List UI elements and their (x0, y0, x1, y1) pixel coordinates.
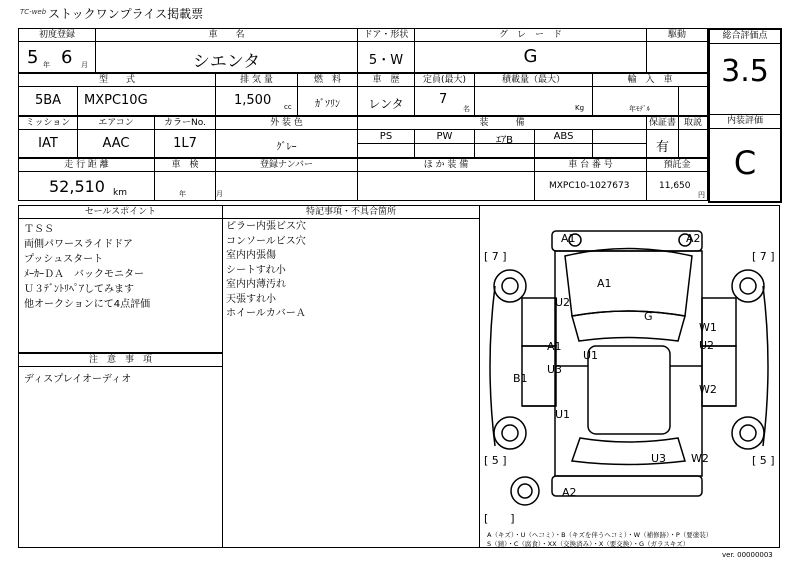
label-chassis: 車 台 番 号 (534, 158, 647, 172)
mark-a1-left: A1 (547, 340, 562, 353)
bracket-top-right: [ 7 ] (752, 250, 775, 263)
model-cell (77, 86, 216, 116)
sales-item: 他オークションにて4点評価 (24, 299, 151, 310)
color-no-value: 1L7 (173, 136, 197, 151)
label-price: 預託金 (646, 158, 708, 172)
bracket-bottom-left: [ 5 ] (484, 454, 507, 467)
sales-item: ﾒｰｶｰＤＡ バックモニター (24, 269, 144, 280)
mark-u2-left: U2 (555, 296, 571, 309)
right-side-view (763, 286, 768, 446)
fuel-value: ｶﾞｿﾘﾝ (315, 99, 340, 110)
equip-ps: PS (379, 131, 393, 142)
aircon-value: AAC (102, 136, 130, 151)
equip-row2-d (534, 143, 593, 158)
label-inspection: 車 検 (154, 158, 216, 172)
capacity-cell (414, 86, 475, 116)
label-load: 積載量（最大） (474, 73, 593, 87)
warranty-value: 有 (655, 140, 669, 155)
chassis-value: MXPC10-1027673 (549, 181, 630, 191)
import-note: 年ﾓﾃﾞﾙ (629, 105, 650, 113)
label-displacement: 排 気 量 (215, 73, 298, 87)
first-reg-cell (18, 41, 96, 73)
caution-list (24, 372, 131, 387)
import-cell (592, 86, 679, 116)
doors-cell (357, 41, 415, 73)
car-name-cell (95, 41, 358, 73)
sales-item: 両側パワースライドドア (24, 239, 133, 250)
mark-w2-bottom: W2 (691, 452, 709, 465)
equip-row2-a (357, 143, 415, 158)
notes-item: 天張すれ小 (226, 293, 276, 305)
car-diagram (480, 206, 779, 526)
bracket-bottom: [ ] (484, 512, 515, 525)
label-mission: ミッション (18, 116, 78, 130)
legend-line-2: S（錆）・C（腐食）・XX（交換済み）・X（要交換）・G（ガラスキズ） (487, 540, 690, 548)
mileage-cell (18, 171, 155, 201)
label-other-equip: ほ か 装 備 (357, 158, 535, 172)
color-cell (215, 129, 358, 158)
spare-bottom (511, 477, 539, 505)
logo: TC-web (20, 8, 47, 16)
label-car-name: 車 名 (95, 28, 358, 42)
mark-u3-bottom: U3 (651, 452, 667, 465)
label-drive: 駆動 (646, 28, 708, 42)
label-aircon: エアコン (77, 116, 155, 130)
mark-a1-hood: A1 (597, 277, 612, 290)
insp-year-unit: 年 (179, 190, 186, 198)
mark-b1: B1 (513, 372, 528, 385)
equip-abs: ABS (553, 131, 574, 142)
notes-list (226, 220, 306, 322)
notes-item: ホイールカバーＡ (226, 308, 306, 319)
score-value: 3.5 (721, 54, 769, 89)
roof (588, 346, 670, 434)
right-rear-door (702, 346, 736, 406)
load-cell (474, 86, 593, 116)
displacement-unit: cc (284, 103, 292, 111)
wheel-fl-inner (502, 278, 518, 294)
sales-item: ＴＳＳ (24, 224, 54, 235)
history-cell (357, 86, 415, 116)
label-equipment: 装 備 (357, 116, 647, 130)
label-first-reg: 初度登録 (18, 28, 96, 42)
label-color: 外 装 色 (215, 116, 358, 130)
equip-abs-cell (534, 129, 593, 144)
notes-item: 室内内張傷 (226, 250, 276, 261)
mark-g: G (644, 310, 653, 323)
chassis-cell (534, 171, 647, 201)
bracket-top-left: [ 7 ] (484, 250, 507, 263)
manual-cell (678, 129, 708, 158)
equip-airbag-cell (474, 129, 535, 144)
notes-item: ピラー内張ビス穴 (226, 221, 306, 232)
mission-cell (18, 129, 78, 158)
label-fuel: 燃 料 (297, 73, 358, 87)
car-name: シエンタ (192, 52, 261, 72)
bracket-bottom-right: [ 5 ] (752, 454, 775, 467)
wheel-fl (494, 270, 526, 302)
equip-pw-cell (414, 129, 475, 144)
interior-value: C (733, 144, 757, 182)
fuel-cell (297, 86, 358, 116)
label-interior: 内装評価 (710, 115, 780, 129)
mark-w2-right: W2 (699, 383, 717, 396)
model-prefix: 5BA (34, 93, 62, 108)
sales-list (24, 222, 150, 312)
equip-blank-cell (592, 129, 647, 144)
wheel-rl-inner (502, 425, 518, 441)
price-unit: 円 (698, 191, 705, 199)
equip-row2-b (414, 143, 475, 158)
label-capacity: 定員(最大) (414, 73, 475, 87)
reg-month: 6 (61, 47, 73, 68)
label-doors: ドア・形状 (357, 28, 415, 42)
equip-ps-cell (357, 129, 415, 144)
sales-title: セールスポイント (18, 205, 223, 219)
windshield (572, 311, 685, 341)
notes-item: シートすれ小 (226, 264, 286, 276)
label-model: 型 式 (18, 73, 216, 87)
import-extra-cell (678, 86, 708, 116)
notes-item: 室内内薄汚れ (226, 279, 286, 290)
reg-year-unit: 年 (43, 61, 50, 69)
load-unit: Kg (575, 104, 585, 112)
inspection-cell (154, 171, 216, 201)
warranty-cell (646, 129, 679, 158)
mark-u3-left: U3 (547, 363, 563, 376)
capacity-unit: 名 (463, 105, 470, 113)
mark-a1-top: A1 (561, 232, 576, 245)
reg-year: 5 (27, 47, 39, 68)
page-title: ストックワンプライス掲載票 (48, 7, 204, 21)
notes-item: コンソールビス穴 (226, 235, 306, 247)
capacity-value: 7 (439, 92, 448, 107)
notes-title: 特記事項・不具合箇所 (222, 205, 480, 219)
sales-item: プッシュスタート (24, 254, 104, 265)
mission-value: IAT (38, 136, 58, 151)
grade-cell (414, 41, 647, 73)
price-cell (646, 171, 708, 201)
displacement-cell (215, 86, 298, 116)
mark-w1: W1 (699, 321, 717, 334)
insp-month-unit: 月 (216, 190, 223, 198)
wheel-rr-inner (740, 425, 756, 441)
equip-row2-c (474, 143, 535, 158)
caution-item: ディスプレイオーディオ (24, 374, 132, 385)
mileage-unit: km (113, 188, 127, 198)
label-history: 車 歴 (357, 73, 415, 87)
label-mileage: 走 行 距 離 (18, 158, 155, 172)
wheel-rr (732, 417, 764, 449)
mark-u1-left: U1 (555, 408, 571, 421)
left-side-view (490, 286, 495, 446)
left-front-door (522, 298, 556, 346)
mark-a2-top: A2 (686, 232, 701, 245)
color-value: ｸﾞﾚｰ (276, 142, 297, 153)
other-equip-cell (357, 171, 535, 201)
rear-window (572, 438, 685, 465)
sales-item: Ｕ３ﾃﾞﾝﾄﾘﾍﾟｱしてみます (24, 284, 134, 295)
equip-row2-e (592, 143, 647, 158)
label-plate: 登録ナンバー (215, 158, 358, 172)
mark-u1-center: U1 (583, 349, 599, 362)
model-prefix-cell (18, 86, 78, 116)
equip-airbag: ｴｱB (496, 135, 513, 146)
doors-value: 5・W (368, 53, 404, 68)
mark-a2-bottom: A2 (562, 486, 577, 499)
version-label: ver. 00000003 (722, 551, 773, 559)
label-manual: 取説 (678, 116, 708, 130)
reg-month-unit: 月 (81, 61, 88, 69)
label-grade: グ レ ー ド (414, 28, 647, 42)
label-score: 総合評価点 (710, 30, 780, 44)
wheel-fr (732, 270, 764, 302)
aircon-cell (77, 129, 155, 158)
label-warranty: 保証書 (646, 116, 679, 130)
model-value: MXPC10G (84, 93, 148, 108)
label-color-no: カラーNo. (154, 116, 216, 130)
spare-bottom-inner (518, 484, 532, 498)
caution-title: 注 意 事 項 (18, 353, 223, 367)
displacement-value: 1,500 (234, 93, 272, 108)
color-no-cell (154, 129, 216, 158)
mileage-value: 52,510 (49, 177, 105, 196)
legend-line-1: A（キズ）・U（ヘコミ）・B（キズを伴うヘコミ）・W（補修跡）・P（要塗装） (487, 531, 713, 539)
history-value: レンタ (368, 97, 404, 111)
price-value: 11,650 (659, 181, 691, 191)
wheel-rl (494, 417, 526, 449)
grade-value: G (523, 46, 538, 67)
wheel-fr-inner (740, 278, 756, 294)
inspection-month-cell (215, 171, 358, 201)
label-import: 輸 入 車 (592, 73, 708, 87)
caution-box (18, 366, 223, 548)
hood (565, 249, 692, 317)
drive-cell (646, 41, 708, 73)
mark-u2-right: U2 (699, 339, 715, 352)
equip-pw: PW (436, 131, 453, 142)
